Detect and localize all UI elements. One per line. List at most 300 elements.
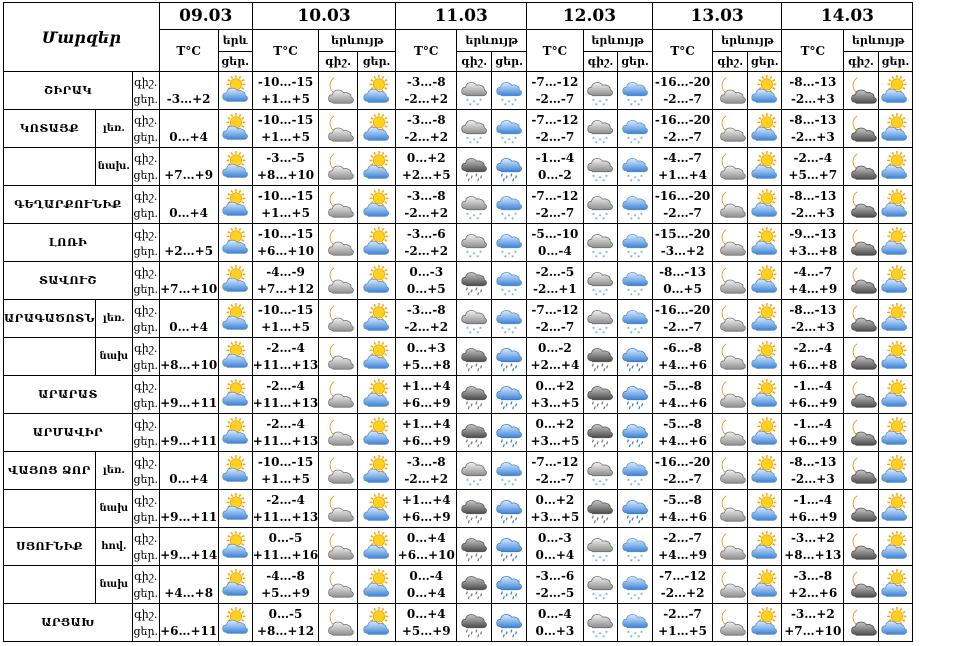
svg-text:*: * — [599, 175, 602, 182]
night-temperature: -5…-10 — [531, 226, 579, 241]
temperature-cell — [396, 452, 457, 490]
night-temperature: 0…-3 — [538, 530, 572, 545]
moon-cloud-icon — [319, 566, 358, 604]
moon-cloud-icon — [319, 604, 358, 642]
day-temperature: -2…+2 — [404, 129, 449, 144]
subregion-label: նախ — [95, 338, 132, 375]
svg-text:*: * — [592, 553, 596, 560]
sun-cloud-icon — [747, 452, 782, 490]
partly-cloudy-sun-icon — [218, 72, 252, 110]
svg-text:*: * — [507, 99, 511, 106]
moon-cloud-icon — [713, 338, 748, 376]
svg-text:*: * — [595, 482, 599, 488]
temperature-cell — [396, 604, 457, 642]
moon-cloud-dark-icon — [844, 566, 879, 604]
svg-text:*: * — [605, 629, 609, 636]
day-temperature: -2…+2 — [404, 91, 449, 106]
svg-text:*: * — [629, 330, 633, 336]
temperature-cell — [652, 452, 713, 490]
day-temperature: 0…+3 — [535, 623, 575, 638]
temperature-cell — [652, 604, 713, 642]
svg-text:*: * — [468, 102, 472, 108]
temperature-cell — [252, 72, 319, 110]
day-temperature: +5…+9 — [401, 623, 451, 638]
moon-cloud-dark-icon — [844, 148, 879, 186]
day-temperature: +6…+9 — [788, 433, 838, 448]
svg-text:*: * — [592, 97, 596, 104]
day-temperature: -2…+3 — [790, 91, 835, 106]
night-temperature: +1…+4 — [401, 378, 451, 393]
sun-cloud-icon — [878, 110, 913, 148]
night-label: գիշ. — [134, 455, 158, 469]
svg-text:*: * — [629, 634, 633, 640]
night-temperature: -10…-15 — [257, 188, 314, 203]
day-temperature: +6…+8 — [788, 357, 838, 372]
temperature-cell — [396, 262, 457, 300]
svg-text:*: * — [602, 178, 606, 184]
period-labels — [132, 338, 159, 376]
snow-cloud-icon — [457, 110, 492, 148]
svg-text:*: * — [640, 477, 644, 484]
phenomenon-header: երևույթ — [583, 30, 652, 52]
svg-text:*: * — [633, 213, 637, 220]
svg-text:*: * — [501, 249, 504, 256]
svg-text:*: * — [605, 97, 609, 104]
moon-cloud-icon — [713, 110, 748, 148]
svg-text:*: * — [476, 102, 480, 108]
sun-cloud-icon — [357, 452, 396, 490]
day-label: ցեր. — [133, 320, 159, 334]
day-temperature: -2…+2 — [404, 243, 449, 258]
day-header: ցեր. — [492, 52, 527, 72]
svg-text:*: * — [595, 216, 599, 222]
night-temperature: -3…-8 — [406, 74, 446, 89]
day-temperature: +6…+11 — [160, 623, 218, 638]
day-temperature: +4…+9 — [658, 547, 707, 562]
night-header: գիշ. — [713, 52, 748, 72]
snow-rain-cloud-icon — [618, 262, 653, 300]
day-temperature: -2…+1 — [533, 281, 577, 296]
svg-text:*: * — [476, 482, 480, 488]
temperature-cell — [159, 490, 218, 528]
svg-text:*: * — [466, 97, 469, 104]
snow-rain-cloud-icon — [618, 224, 653, 262]
night-temperature: -1…-4 — [793, 378, 833, 393]
day-label: ցեր. — [133, 586, 159, 600]
snow-rain-cloud-icon — [492, 186, 527, 224]
moon-cloud-dark-icon — [844, 376, 879, 414]
svg-text:*: * — [637, 634, 641, 640]
moon-cloud-dark-icon — [844, 414, 879, 452]
svg-text:*: * — [476, 216, 480, 222]
svg-text:*: * — [501, 97, 504, 104]
period-labels — [132, 148, 159, 186]
table-row — [4, 300, 969, 338]
moon-cloud-icon — [713, 490, 748, 528]
temperature-cell — [396, 110, 457, 148]
day-label: ցեր. — [133, 282, 159, 296]
region-cell — [4, 566, 133, 604]
day-temperature: -2…+3 — [790, 471, 835, 486]
svg-text:*: * — [479, 325, 483, 332]
night-temperature: -8…-13 — [789, 112, 837, 127]
table-row — [4, 338, 969, 376]
temperature-cell — [782, 110, 844, 148]
day-label: ցեր. — [133, 396, 159, 410]
night-temperature: -3…-6 — [406, 226, 446, 241]
day-temperature: +1…+4 — [658, 167, 707, 182]
snow-cloud-icon — [457, 186, 492, 224]
forecast-body — [4, 72, 969, 642]
svg-text:*: * — [507, 479, 511, 486]
night-temperature: -2…-7 — [663, 606, 702, 621]
day-temperature: +4…+6 — [658, 509, 707, 524]
svg-text:*: * — [627, 591, 630, 598]
rain-blue-cloud-icon — [492, 148, 527, 186]
temperature-cell — [252, 224, 319, 262]
region-name: ՏԱՎՈՒՇ — [4, 262, 133, 300]
region-name: ԱՐԱՐԱՏ — [4, 376, 133, 414]
night-temperature: -10…-15 — [257, 302, 314, 317]
day-temperature: 0…+4 — [535, 547, 575, 562]
svg-text:*: * — [602, 254, 606, 260]
moon-cloud-icon — [319, 186, 358, 224]
day-temperature: +11…+16 — [252, 547, 319, 562]
temperature-cell — [159, 110, 218, 148]
sun-cloud-icon — [357, 604, 396, 642]
day-temperature: +1…+5 — [261, 91, 310, 106]
temperature-cell — [782, 72, 844, 110]
night-label: գիշ. — [134, 417, 158, 431]
rain-cloud-icon — [457, 490, 492, 528]
temperature-cell — [159, 300, 218, 338]
temperature-cell — [782, 452, 844, 490]
snow-cloud-icon — [583, 186, 618, 224]
svg-text:*: * — [637, 330, 641, 336]
svg-text:*: * — [627, 629, 630, 636]
day-temperature: +3…+5 — [530, 509, 580, 524]
moon-cloud-dark-icon — [844, 490, 879, 528]
sun-cloud-icon — [747, 376, 782, 414]
temperature-cell — [527, 262, 584, 300]
region-name: ԱՐՄԱՎԻՐ — [4, 414, 133, 452]
svg-text:*: * — [627, 173, 630, 180]
day-temperature: +2…+4 — [530, 357, 580, 372]
svg-text:*: * — [595, 558, 599, 564]
day-temperature: -2…-7 — [663, 129, 702, 144]
svg-text:*: * — [514, 325, 518, 332]
svg-text:*: * — [602, 330, 606, 336]
night-temperature — [160, 340, 218, 357]
rain-blue-cloud-icon — [492, 414, 527, 452]
svg-text:*: * — [507, 251, 511, 258]
svg-text:*: * — [507, 289, 511, 296]
rain-cloud-icon — [457, 148, 492, 186]
temperature-cell — [396, 148, 457, 186]
temperature-cell — [652, 490, 713, 528]
moon-cloud-icon — [319, 262, 358, 300]
svg-text:*: * — [640, 553, 644, 560]
date-header: 09.03 — [159, 3, 252, 30]
rain-blue-cloud-icon — [492, 566, 527, 604]
svg-text:*: * — [633, 555, 637, 562]
temperature-cell — [396, 224, 457, 262]
temperature-cell — [527, 186, 584, 224]
snow-rain-cloud-icon — [618, 186, 653, 224]
sun-cloud-icon — [357, 338, 396, 376]
svg-text:*: * — [468, 482, 472, 488]
svg-text:*: * — [466, 211, 469, 218]
moon-cloud-icon — [713, 186, 748, 224]
moon-cloud-icon — [713, 414, 748, 452]
partly-cloudy-sun-icon — [218, 414, 252, 452]
svg-text:*: * — [511, 292, 515, 298]
sun-cloud-icon — [878, 262, 913, 300]
svg-text:*: * — [627, 135, 630, 142]
temperature-cell — [652, 338, 713, 376]
day-label: ցեր. — [133, 434, 159, 448]
day-header: ցեր. — [357, 52, 396, 72]
night-temperature: -16…-20 — [654, 302, 711, 317]
night-temperature: +1…+4 — [401, 492, 451, 507]
temperature-cell — [252, 300, 319, 338]
temperature-cell — [527, 300, 584, 338]
svg-text:*: * — [514, 97, 518, 104]
date-header: 11.03 — [396, 3, 527, 30]
sun-cloud-icon — [357, 186, 396, 224]
temperature-cell — [252, 604, 319, 642]
night-temperature: -4…-8 — [266, 568, 305, 583]
day-label: ցեր. — [133, 548, 159, 562]
subregion-label: հով. — [95, 528, 132, 565]
partly-cloudy-sun-icon — [218, 300, 252, 338]
night-temperature: -2…-4 — [793, 150, 833, 165]
temperature-cell — [527, 376, 584, 414]
night-header: գիշ. — [457, 52, 492, 72]
night-temperature: -7…-12 — [659, 568, 707, 583]
day-temperature: +8…+10 — [160, 357, 218, 372]
day-temperature: +8…+12 — [256, 623, 315, 638]
svg-text:*: * — [468, 216, 472, 222]
date-header: 12.03 — [527, 3, 653, 30]
period-labels — [132, 490, 159, 528]
phenomenon-header: երևույթ — [319, 30, 396, 52]
night-temperature: -8…-13 — [789, 188, 837, 203]
night-temperature — [160, 112, 218, 129]
svg-text:*: * — [468, 330, 472, 336]
temperature-cell — [159, 376, 218, 414]
period-labels — [132, 72, 159, 110]
svg-text:*: * — [633, 327, 637, 334]
day-temperature: +1…+5 — [658, 623, 707, 638]
day-temperature: +4…+6 — [658, 433, 707, 448]
night-temperature: -15…-20 — [654, 226, 711, 241]
svg-text:*: * — [605, 477, 609, 484]
night-temperature: -7…-12 — [531, 302, 579, 317]
day-temperature: +9…+11 — [160, 433, 218, 448]
svg-text:*: * — [507, 327, 511, 334]
svg-text:*: * — [595, 102, 599, 108]
svg-text:*: * — [514, 135, 518, 142]
svg-text:*: * — [479, 211, 483, 218]
night-label: գիշ. — [134, 531, 158, 545]
temperature-header: T°C — [396, 30, 457, 72]
rain-cloud-icon — [457, 338, 492, 376]
night-temperature: 0…-5 — [268, 530, 303, 545]
day-temperature: +7…+10 — [160, 281, 218, 296]
temperature-cell — [396, 186, 457, 224]
temperature-cell — [527, 566, 584, 604]
svg-text:*: * — [476, 140, 480, 146]
temperature-cell — [652, 72, 713, 110]
day-temperature: +2…+5 — [401, 167, 451, 182]
svg-text:*: * — [507, 137, 511, 144]
night-temperature — [160, 530, 218, 547]
rain-cloud-icon — [457, 604, 492, 642]
day-label: ցեր. — [133, 130, 159, 144]
night-temperature: -3…-5 — [266, 150, 305, 165]
svg-text:*: * — [501, 135, 504, 142]
day-temperature: -2…-7 — [535, 129, 575, 144]
rain-cloud-icon — [583, 414, 618, 452]
day-temperature: +5…+9 — [261, 585, 310, 600]
night-temperature: 0…+3 — [406, 340, 446, 355]
svg-text:*: * — [633, 479, 637, 486]
night-temperature: -3…-8 — [406, 112, 446, 127]
day-temperature: +11…+13 — [252, 509, 319, 524]
svg-text:*: * — [602, 596, 606, 602]
night-temperature: -2…-4 — [266, 378, 305, 393]
svg-text:*: * — [629, 178, 633, 184]
sun-cloud-icon — [747, 262, 782, 300]
period-labels — [132, 452, 159, 490]
snow-rain-cloud-icon — [618, 300, 653, 338]
svg-text:*: * — [592, 591, 596, 598]
date-header: 13.03 — [652, 3, 782, 30]
night-temperature — [160, 226, 218, 243]
svg-text:*: * — [472, 137, 476, 144]
rain-blue-cloud-icon — [492, 338, 527, 376]
night-temperature: -1…-4 — [793, 416, 833, 431]
svg-text:*: * — [637, 102, 641, 108]
region-cell — [4, 338, 133, 376]
day-temperature: -2…-7 — [535, 471, 575, 486]
svg-text:*: * — [602, 102, 606, 108]
rain-blue-cloud-icon — [492, 528, 527, 566]
day-temperature: -2…-7 — [663, 471, 702, 486]
night-temperature — [160, 454, 218, 471]
moon-cloud-dark-icon — [844, 338, 879, 376]
day-temperature: -2…+3 — [790, 205, 835, 220]
snow-rain-cloud-icon — [618, 528, 653, 566]
snow-rain-cloud-icon — [492, 224, 527, 262]
temperature-cell — [396, 528, 457, 566]
day-temperature: +3…+8 — [788, 243, 838, 258]
temperature-cell — [527, 414, 584, 452]
temperature-cell — [527, 148, 584, 186]
temperature-cell — [252, 186, 319, 224]
day-temperature: 0…+4 — [169, 471, 209, 486]
day-temperature: -2…-7 — [535, 319, 575, 334]
temperature-cell — [782, 604, 844, 642]
night-temperature: 0…+2 — [535, 492, 575, 507]
night-temperature: -1…-4 — [793, 492, 833, 507]
moon-cloud-dark-icon — [844, 224, 879, 262]
sun-cloud-icon — [878, 452, 913, 490]
table-row — [4, 224, 969, 262]
sun-cloud-icon — [747, 72, 782, 110]
temperature-header: T°C — [782, 30, 844, 72]
snow-rain-cloud-icon — [618, 566, 653, 604]
temperature-cell — [252, 148, 319, 186]
day-temperature: +7…+10 — [784, 623, 842, 638]
moon-cloud-icon — [713, 148, 748, 186]
temperature-cell — [782, 338, 844, 376]
region-name: ԱՐՑԱԽ — [4, 604, 133, 642]
temperature-cell — [159, 528, 218, 566]
sun-cloud-icon — [747, 110, 782, 148]
svg-text:*: * — [503, 216, 507, 222]
temperature-cell — [396, 490, 457, 528]
moon-cloud-icon — [319, 338, 358, 376]
night-temperature: -10…-15 — [257, 112, 314, 127]
svg-text:*: * — [627, 553, 630, 560]
rain-blue-cloud-icon — [492, 490, 527, 528]
moon-cloud-icon — [713, 72, 748, 110]
svg-text:*: * — [602, 140, 606, 146]
night-temperature: -8…-13 — [789, 302, 837, 317]
svg-text:*: * — [633, 631, 637, 638]
day-temperature: +8…+10 — [256, 167, 315, 182]
day-temperature: 0…+4 — [406, 585, 446, 600]
day-temperature: +9…+11 — [160, 395, 218, 410]
moon-cloud-icon — [713, 528, 748, 566]
svg-text:*: * — [605, 325, 609, 332]
day-temperature: 0…+4 — [169, 205, 209, 220]
region-cell — [4, 148, 133, 186]
night-temperature: 0…-3 — [409, 264, 444, 279]
svg-text:*: * — [592, 211, 596, 218]
svg-text:*: * — [640, 97, 644, 104]
svg-text:*: * — [507, 213, 511, 220]
svg-text:*: * — [627, 477, 630, 484]
day-temperature: 0…+5 — [406, 281, 446, 296]
temperature-cell — [652, 300, 713, 338]
sun-cloud-icon — [747, 414, 782, 452]
night-temperature: -9…-13 — [789, 226, 837, 241]
temperature-cell — [782, 148, 844, 186]
svg-text:*: * — [602, 292, 606, 298]
day-temperature: -2…-7 — [535, 91, 575, 106]
rain-blue-cloud-icon — [618, 414, 653, 452]
temperature-cell — [527, 72, 584, 110]
region-cell — [4, 452, 133, 490]
period-labels — [132, 186, 159, 224]
rain-cloud-icon — [457, 414, 492, 452]
temperature-cell — [159, 262, 218, 300]
table-row — [4, 566, 969, 604]
period-labels — [132, 110, 159, 148]
moon-cloud-dark-icon — [844, 72, 879, 110]
sun-cloud-icon — [878, 72, 913, 110]
svg-text:*: * — [592, 477, 596, 484]
svg-text:*: * — [479, 135, 483, 142]
svg-text:*: * — [472, 251, 476, 258]
sun-cloud-icon — [357, 262, 396, 300]
svg-text:*: * — [599, 631, 602, 638]
svg-text:*: * — [592, 629, 596, 636]
snow-rain-cloud-icon — [492, 300, 527, 338]
